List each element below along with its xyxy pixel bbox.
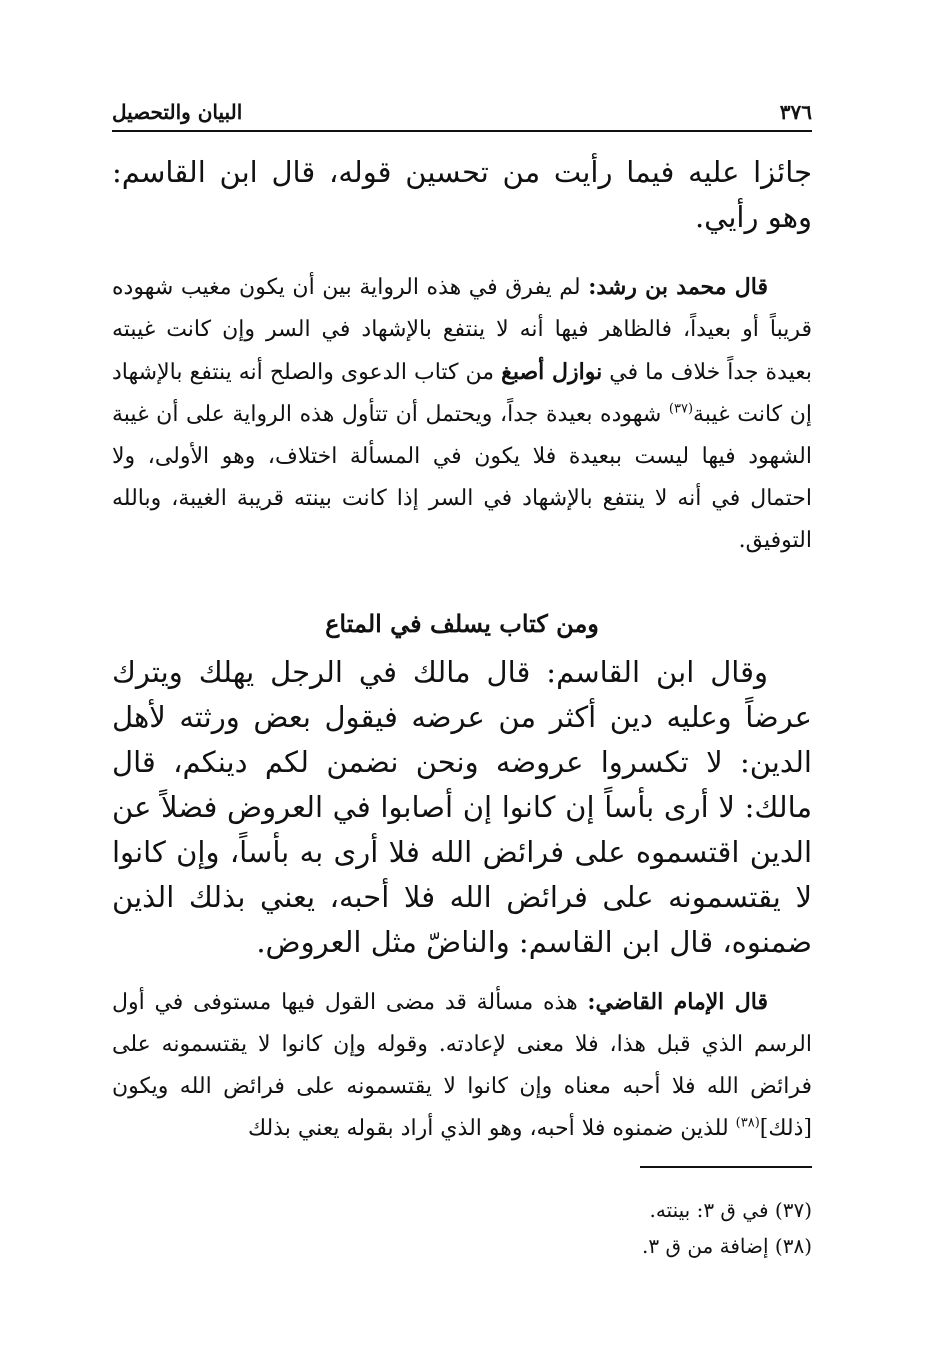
paragraph-2-bold: نوازل أصبغ	[501, 359, 603, 385]
footnote-ref-37: (٣٧)	[668, 401, 694, 417]
paragraph-4-text-b: للذين ضمنوه فلا أحبه، وهو الذي أراد بقوله يعني بذلك	[247, 1116, 736, 1141]
paragraph-2	[112, 266, 812, 562]
footnotes	[112, 1192, 812, 1264]
footnote-ref-38: (٣٨)	[735, 1115, 760, 1131]
paragraph-2-text-c: شهوده بعيدة جداً، ويحتمل أن تتأول هذه الرواية على أن غيبة الشهود فيها ليست ببعيدة فلا يكون في المسألة اختلاف، وهو الأولى، ولا احتمال في أنه لا ينتفع بالإشهاد في السر إذا كانت بينته قريبة الغيبة، وبالله التوفيق.	[112, 402, 812, 553]
page-number: ٣٧٦	[779, 100, 812, 124]
paragraph-4	[112, 981, 812, 1150]
footnote-38: (٣٨) إضافة من ق ٣.	[641, 1234, 812, 1258]
paragraph-1: جائزا عليه فيما رأيت من تحسين قوله، قال ابن القاسم: وهو رأيي.	[112, 155, 812, 234]
paragraph-2-text-b: من كتاب الدعوى والصلح أنه ينتفع بالإشهاد إن كانت غيبة	[112, 360, 813, 427]
paragraph-2-text-a: لم يفرق في هذه الرواية بين أن يكون مغيب شهوده قريباً أو بعيداً، فالظاهر فيها أنه لا ينتفع بالإشهاد في السر وإن كانت غيبته بعيدة جداً خلاف ما في	[112, 275, 812, 385]
page-body	[112, 150, 812, 1150]
footnote-37: (٣٧) في ق ٣: بينته.	[649, 1198, 812, 1222]
paragraph-4-text-a: هذه مسألة قد مضى القول فيها مستوفى في أول الرسم الذي قبل هذا، فلا معنى لإعادته. وقوله وإن كانوا لا يقتسمونه على فرائض الله فلا أحبه معناه وإن كانوا لا يقتسمونه على فرائض الله ويكون [ذلك]	[112, 990, 812, 1141]
paragraph-2-lead: قال محمد بن رشد:	[588, 274, 768, 300]
footnote-separator	[640, 1166, 812, 1168]
page-header	[112, 92, 812, 132]
section-title: ومن كتاب يسلف في المتاع	[325, 609, 599, 638]
paragraph-4-lead: قال الإمام القاضي:	[587, 989, 769, 1015]
book-title: البيان والتحصيل	[112, 100, 243, 124]
paragraph-3: وقال ابن القاسم: قال مالك في الرجل يهلك ويترك عرضاً وعليه دين أكثر من عرضه فيقول بعض ورثته لأهل الدين: لا تكسروا عروضه ونحن نضمن لكم دينكم، قال مالك: لا أرى بأساً إن كانوا إن أصابوا في العروض فضلاً عن الدين اقتسموه على فرائض الله فلا أرى به بأساً، وإن كانوا لا يقتسمونه على فرائض الله فلا أحبه، يعني بذلك الذين ضمنوه، قال ابن القاسم: والناضّ مثل العروض.	[112, 655, 812, 959]
